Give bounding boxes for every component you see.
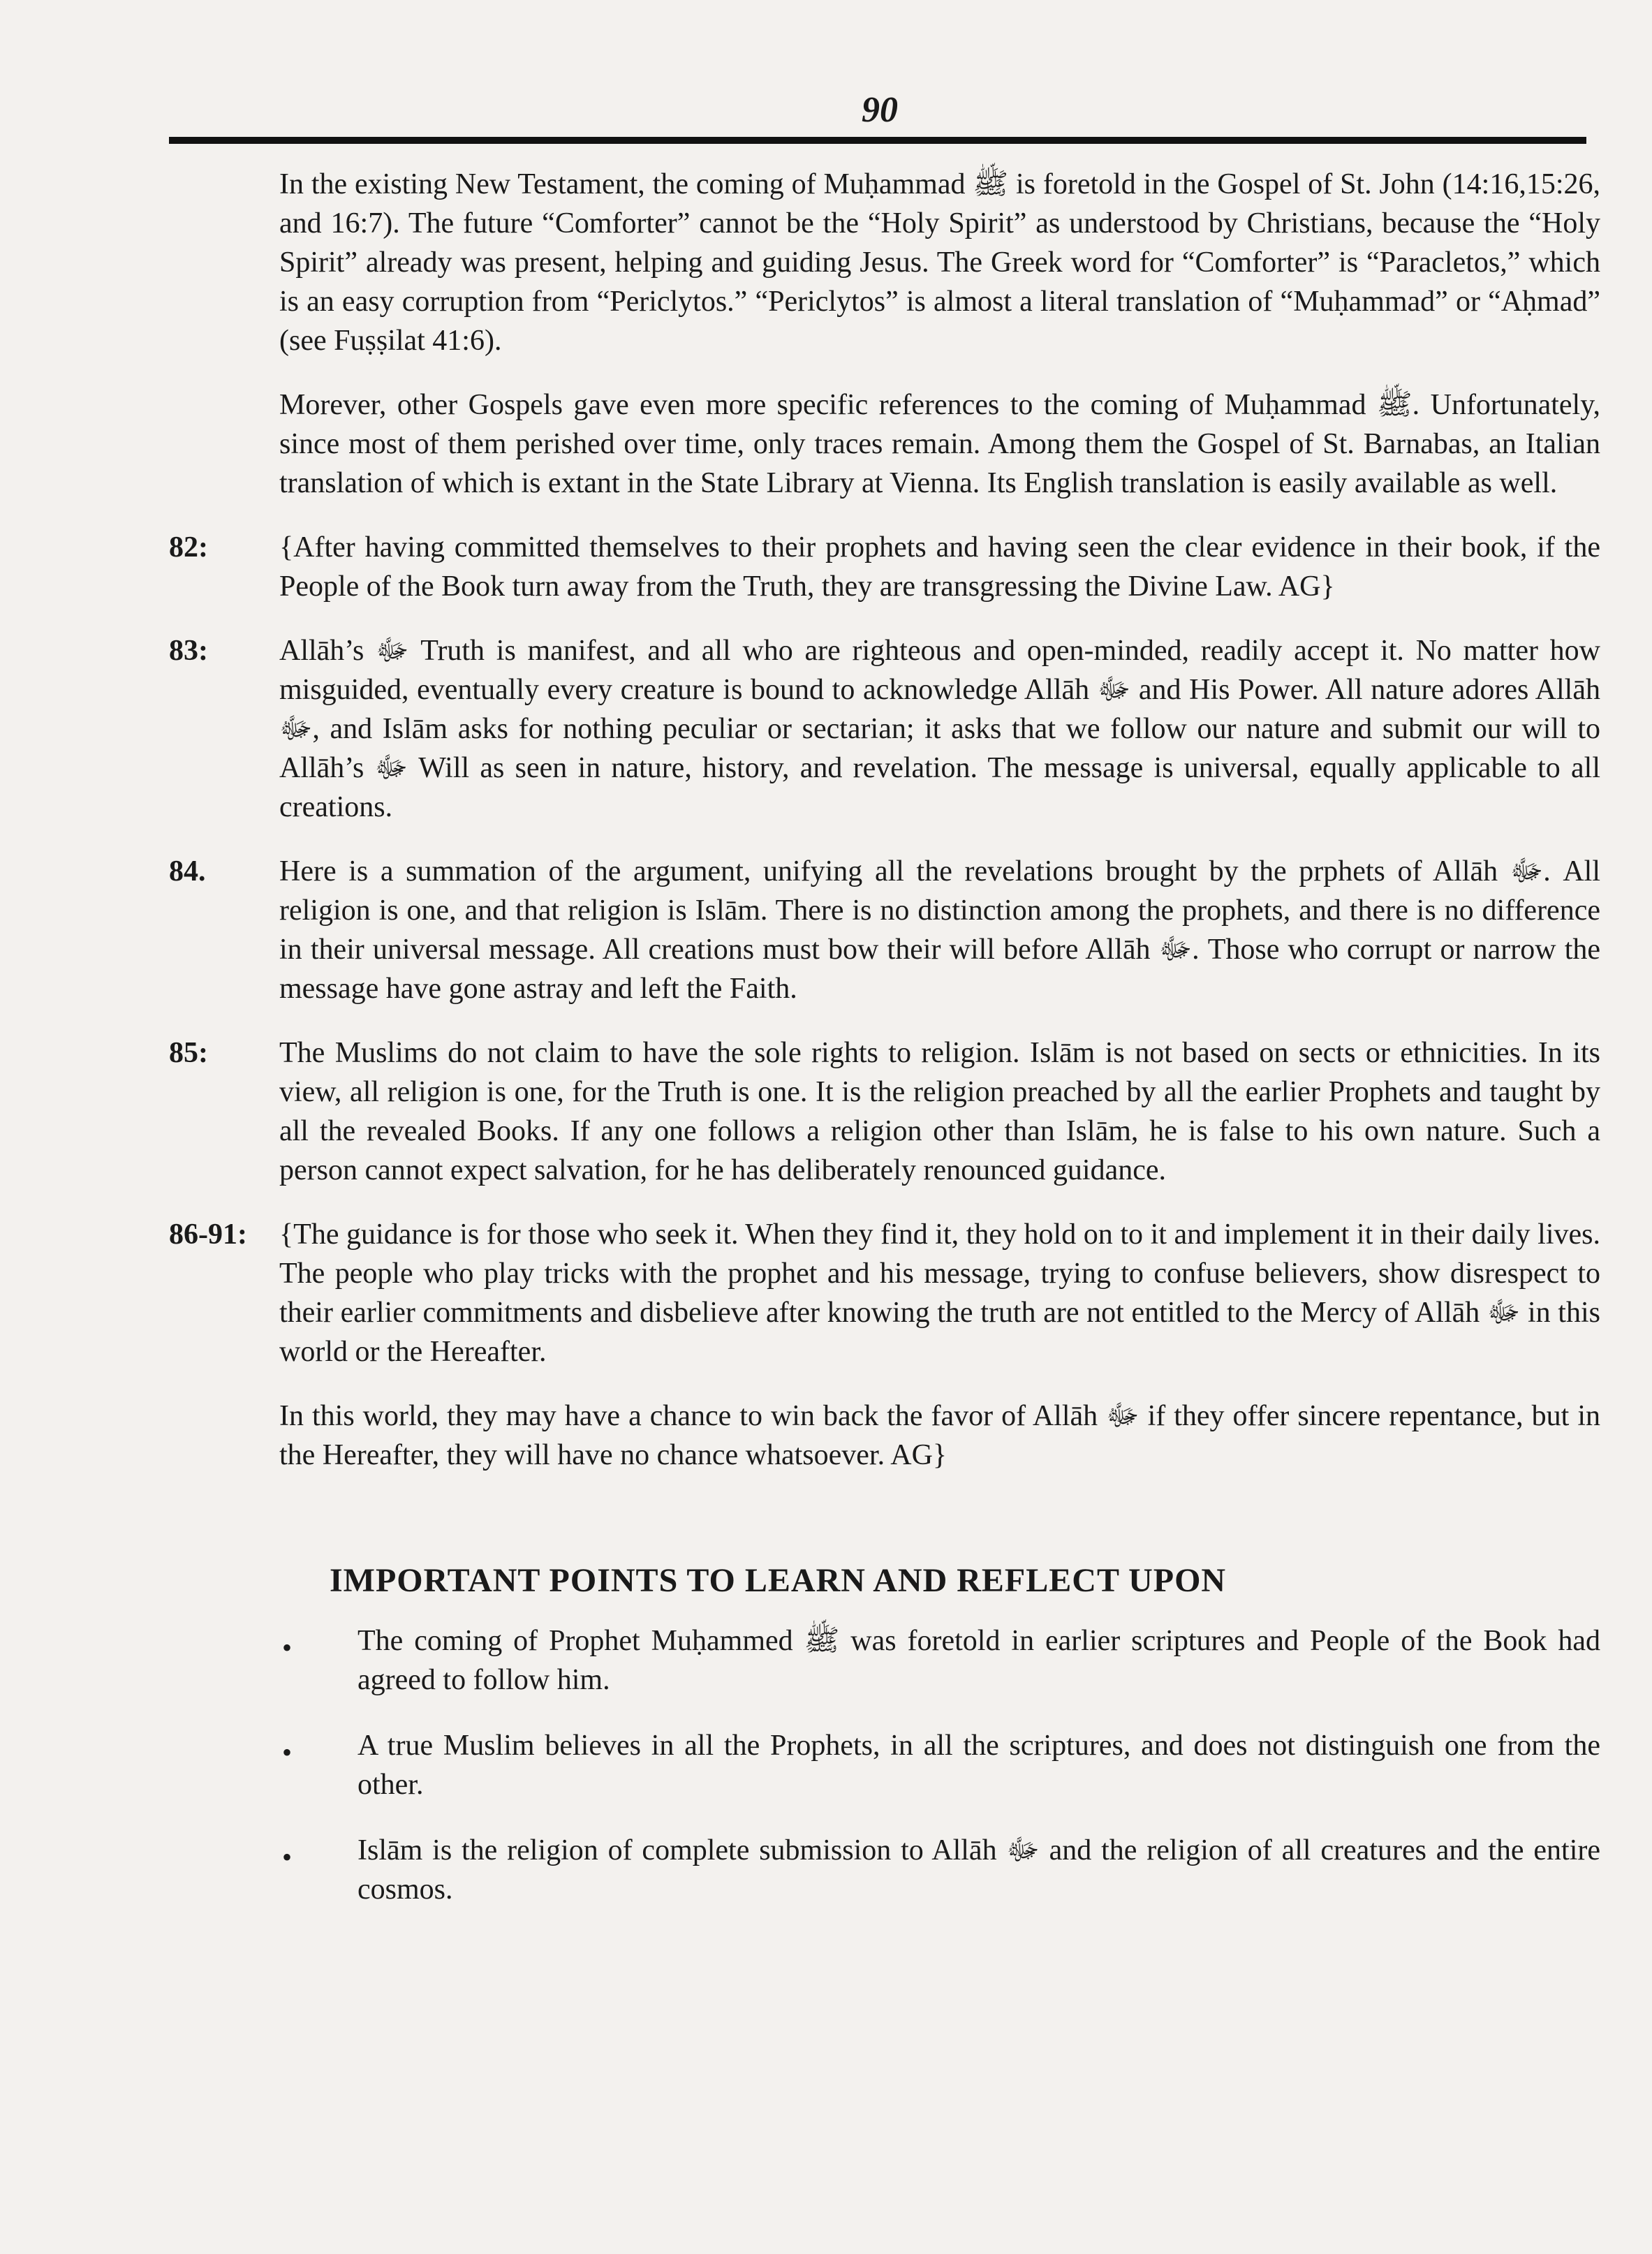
verse-label: 86-91: [169,1218,247,1251]
bullet-icon: • [281,1737,292,1768]
list-item [169,1831,1600,1909]
verse-85 [169,1033,1600,1190]
verse-text: The Muslims do not claim to have the sole rights to religion. Islām is not based on sects or ethnicities. In its view, all religion is one, for the Truth is one. It is the religion preached by all the earlier Prophets and taught by all the revealed Books. If any one follows a religion other than Islām, he is false to his own nature. Such a person cannot expect salvation, for he has deliberately renounced guidance. [279,1037,1600,1186]
verse-84 [169,852,1600,1008]
paragraph-new-testament: In the existing New Testament, the coming of Muḥammad ﷺ is foretold in the Gospel of St. John (14:16,15:26, and 16:7). The future “Comforter” cannot be the “Holy Spirit” as understood by Christians, because the “Holy Spirit” already was present, helping and guiding Jesus. The Greek word for “Comforter” is “Paracletos,” which is an easy corruption from “Periclytos.” “Periclytos” is almost a literal translation of “Muḥammad” or “Aḥmad” (see Fuṣṣilat 41:6). [279,168,1600,357]
verse-text: Allāh’s ﷻ Truth is manifest, and all who are righteous and open-minded, readily accept it. No matter how misguided, eventually every creature is bound to acknowledge Allāh ﷻ and His Power. All nature adores Allāh ﷻ, and Islām asks for nothing peculiar or sectarian; it asks that we follow our nature and submit our will to Allāh’s ﷻ Will as seen in nature, history, and revelation. The message is universal, equally applicable to all creations. [279,635,1601,823]
verse-82 [169,528,1600,606]
list-item-text: A true Muslim believes in all the Prophets, in all the scriptures, and does not distinguish one from the other. [357,1730,1600,1801]
list-item [169,1621,1600,1700]
paragraph-this-world: In this world, they may have a chance to win back the favor of Allāh ﷻ if they offer sincere repentance, but in the Hereafter, they will have no chance whatsoever. AG} [279,1400,1601,1471]
verse-label: 85: [169,1037,208,1069]
verse-83 [169,631,1600,827]
bullet-icon: • [281,1841,292,1873]
list-item [169,1726,1600,1804]
bullet-icon: • [281,1632,292,1663]
verse-label: 84. [169,855,206,887]
verse-text: {After having committed themselves to their prophets and having seen the clear evidence in their book, if the People of the Book turn away from the Truth, they are transgressing the Divine Law. AG} [279,531,1600,603]
list-item-text: The coming of Prophet Muḥammed ﷺ was foretold in earlier scriptures and People of the Book had agreed to follow him. [357,1625,1600,1696]
section-heading: IMPORTANT POINTS TO LEARN AND REFLECT UPON [330,1562,1227,1599]
page-number: 90 [862,90,898,130]
page-content [169,165,1600,1936]
verse-text: {The guidance is for those who seek it. When they find it, they hold on to it and implement it in their daily lives. The people who play tricks with the prophet and his message, trying to confuse believers, show disrespect to their earlier commitments and disbelieve after knowing the truth are not entitled to the Mercy of Allāh ﷻ in this world or the Hereafter. [279,1218,1600,1368]
header-rule [169,137,1586,144]
list-item-text: Islām is the religion of complete submission to Allāh ﷻ and the religion of all creatures and the entire cosmos. [357,1834,1601,1906]
important-points-list [169,1621,1600,1909]
verse-86-91 [169,1215,1600,1371]
verse-label: 82: [169,531,208,564]
paragraph-other-gospels: Morever, other Gospels gave even more specific references to the coming of Muḥammad ﷺ. Unfortunately, since most of them perished over time, only traces remain. Among them the Gospel of St. Barnabas, an Italian translation of which is extant in the State Library at Vienna. Its English translation is easily available as well. [279,389,1600,499]
verse-label: 83: [169,635,208,667]
verse-text: Here is a summation of the argument, unifying all the revelations brought by the prphets of Allāh ﷻ. All religion is one, and that religion is Islām. There is no distinction among the prophets, and there is no difference in their universal message. All creations must bow their will before Allāh ﷻ. Those who corrupt or narrow the message have gone astray and left the Faith. [279,855,1601,1005]
